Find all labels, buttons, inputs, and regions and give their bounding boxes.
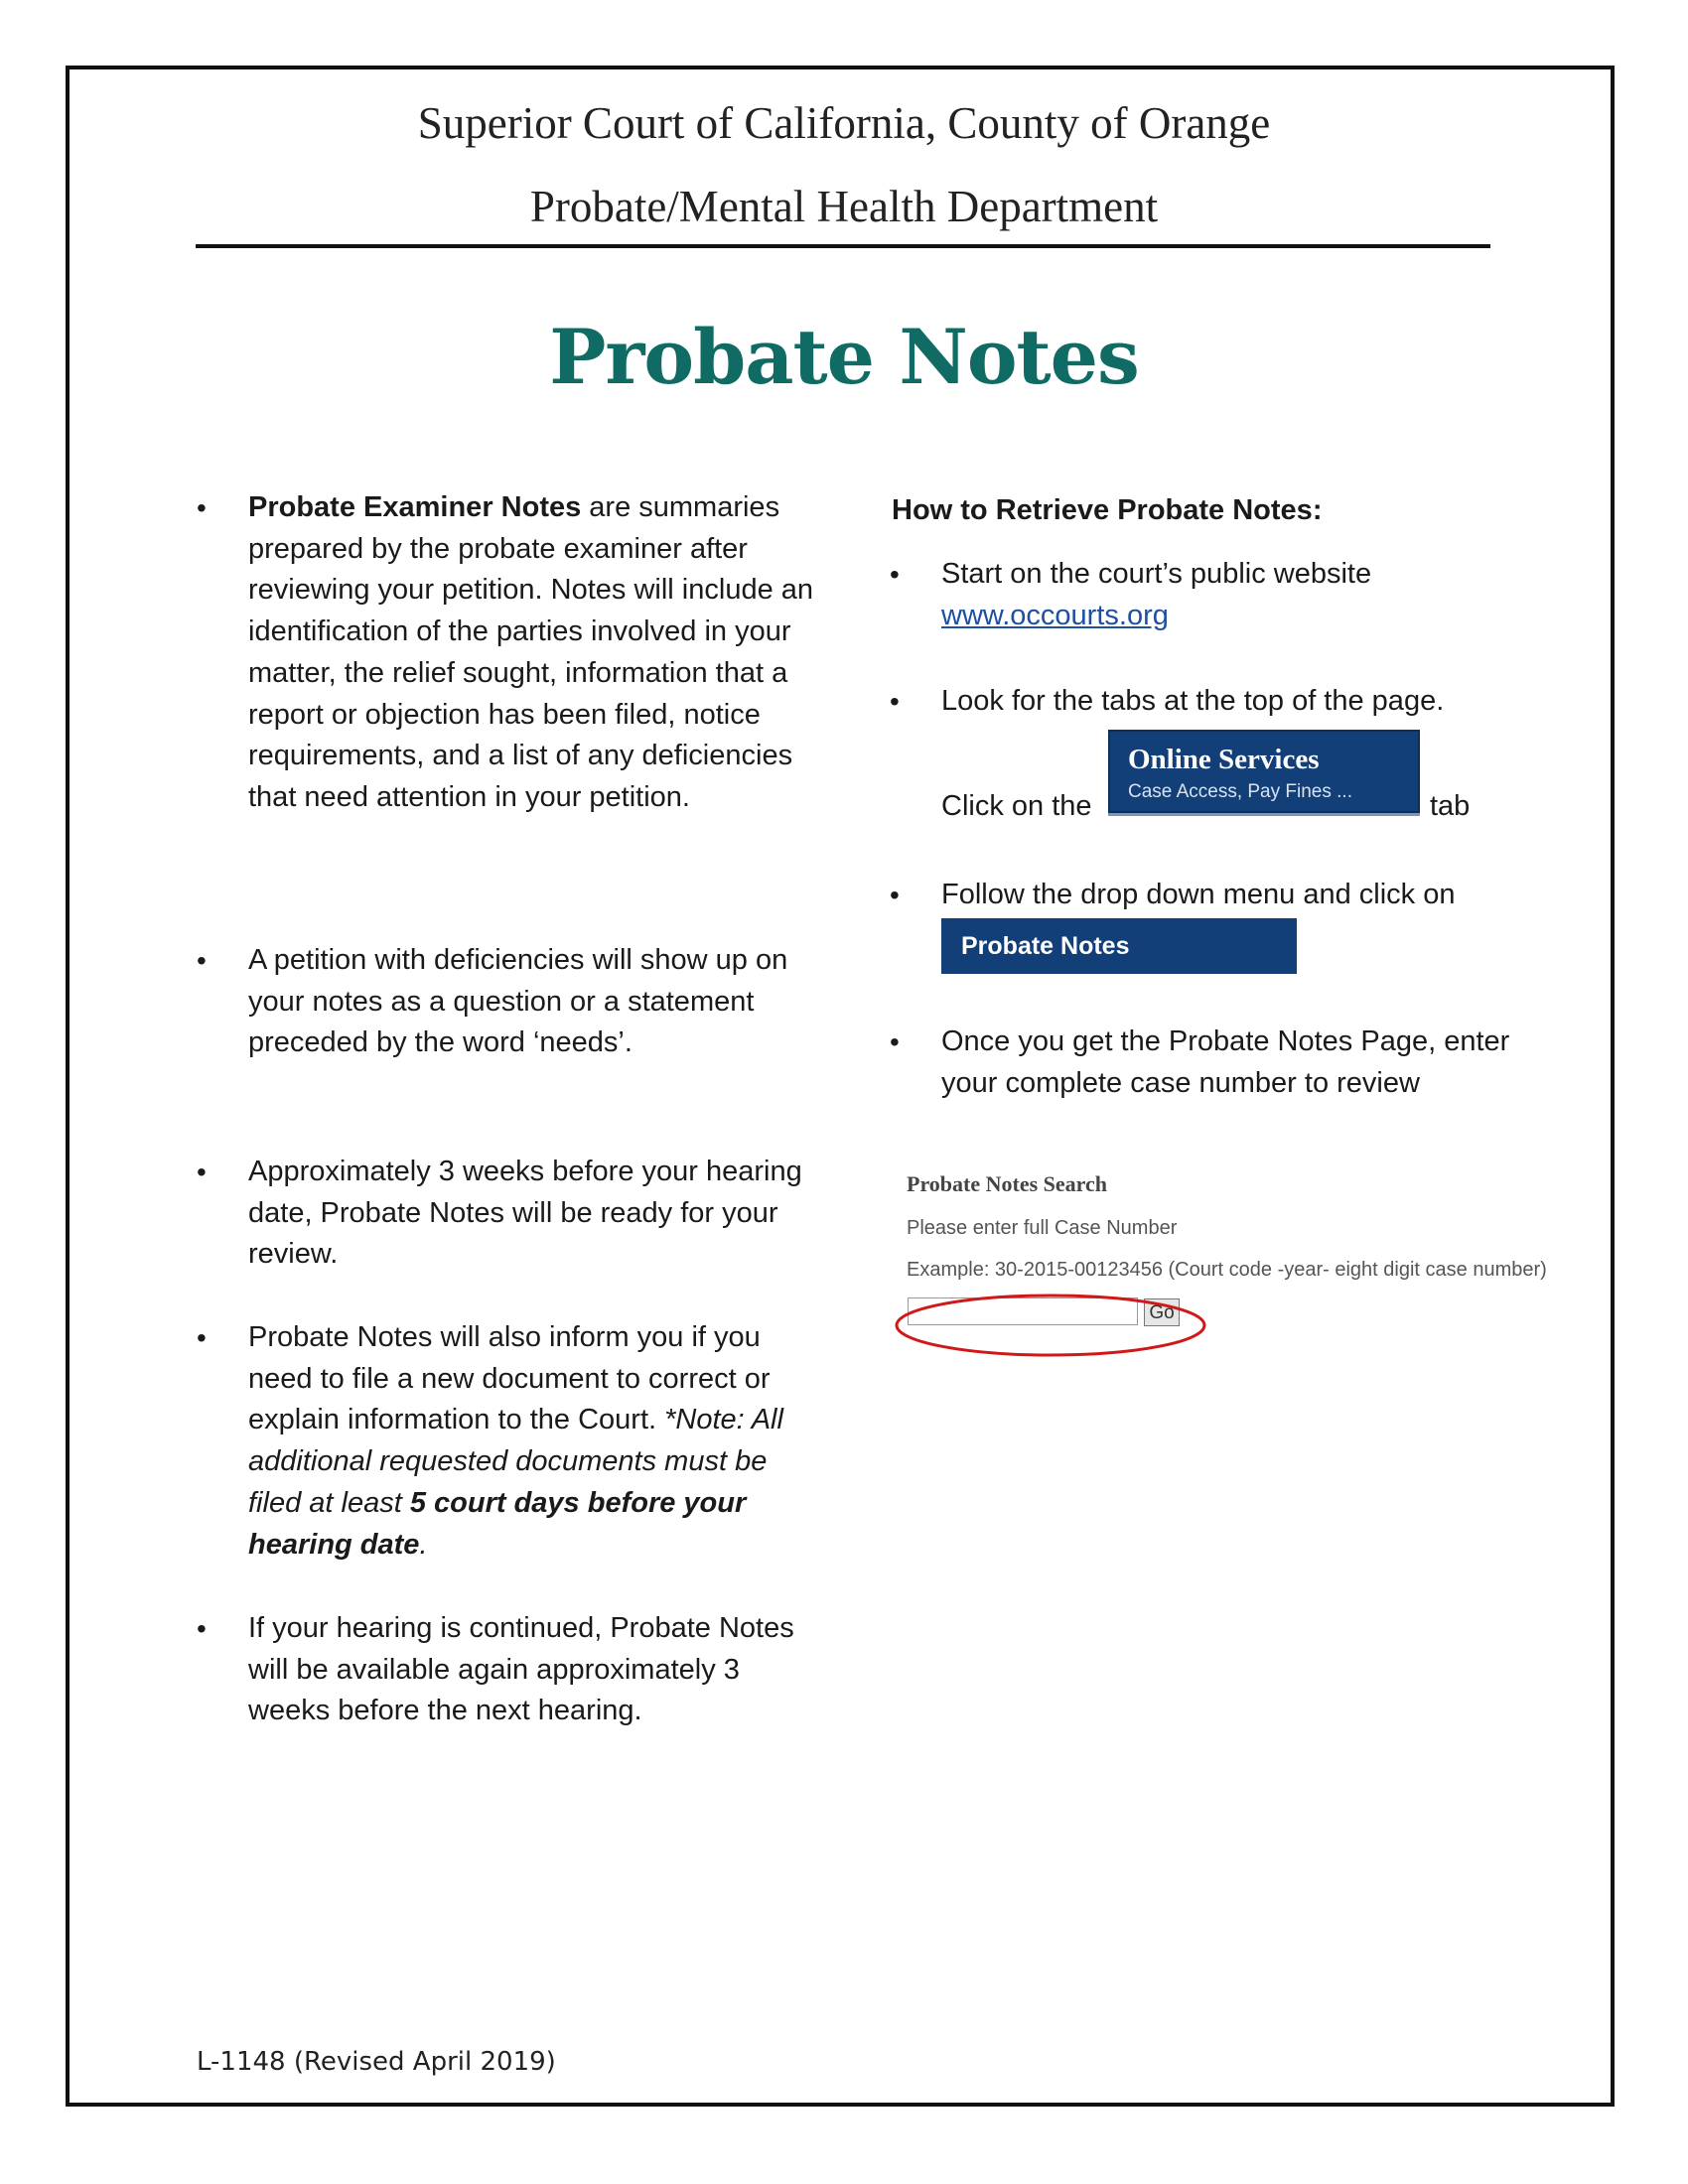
tabs-text: Look for the tabs at the top of the page. <box>941 685 1445 717</box>
website-link[interactable]: www.occourts.org <box>941 599 1169 631</box>
bullet-icon: • <box>890 686 900 717</box>
page-title: Probate Notes <box>549 313 1139 401</box>
online-services-title: Online Services <box>1128 744 1320 775</box>
case-number-input[interactable] <box>908 1297 1138 1325</box>
list-item <box>197 940 814 1064</box>
court-name: Superior Court of California, County of Orange <box>417 98 1271 148</box>
examiner-notes-term: Probate Examiner Notes <box>248 491 582 523</box>
new-document-text: Probate Notes will also inform you if you need to file a new document to correct or explain information to the Court. <box>248 1321 771 1436</box>
list-item <box>890 1022 1517 1104</box>
form-number: L-1148 (Revised April 2019) <box>197 2047 556 2077</box>
case-number-text: Once you get the Probate Notes Page, enter your complete case number to review <box>941 1025 1510 1099</box>
website-text: Start on the court’s public website <box>941 558 1372 590</box>
list-item: • Probate Notes will also inform you if you need to file a new document to correct or explain information to the Court. *Note: All additional requested documents must be filed at least 5 court days before your hearing date. <box>248 1317 814 1566</box>
header-divider <box>196 244 1490 248</box>
bullet-icon: • <box>890 1026 900 1057</box>
deficiencies-text: A petition with deficiencies will show up on your notes as a question or a statement preceded by the word ‘needs’. <box>248 944 788 1059</box>
list-item <box>890 681 1517 723</box>
timing-text: Approximately 3 weeks before your hearing date, Probate Notes will be ready for your review. <box>248 1156 802 1271</box>
search-example: Example: 30-2015-00123456 (Court code -year- eight digit case number) <box>907 1259 1547 1281</box>
bullet-icon: • <box>197 945 207 976</box>
bullet-icon: • <box>197 1157 207 1187</box>
online-services-tab[interactable] <box>1108 730 1420 813</box>
probate-notes-menu-item[interactable] <box>941 918 1297 974</box>
list-item <box>890 554 1517 636</box>
tab-word: tab <box>1430 790 1471 822</box>
probate-notes-menu-label: Probate Notes <box>961 932 1130 960</box>
dropdown-text: Follow the drop down menu and click on <box>941 879 1456 910</box>
note-text: *Note: All additional requested documents must be filed at least <box>248 1404 783 1519</box>
retrieve-heading: How to Retrieve Probate Notes: <box>892 494 1323 526</box>
go-button[interactable]: Go <box>1144 1298 1180 1326</box>
bullet-icon: • <box>197 1322 207 1353</box>
list-item <box>197 1608 814 1732</box>
search-title: Probate Notes Search <box>907 1171 1108 1196</box>
department-name: Probate/Mental Health Department <box>529 182 1159 231</box>
note-deadline: 5 court days before your hearing date <box>248 1486 747 1561</box>
bullet-icon: • <box>197 492 207 523</box>
list-item <box>890 875 1517 916</box>
list-item <box>197 487 814 819</box>
click-on-text: Click on the <box>941 790 1092 822</box>
examiner-notes-text: are summaries prepared by the probate examiner after reviewing your petition. Notes will include an identification of the parties involved in your matter, the relief sought, information that a report or objection has been filed, notice requirements, and a list of any deficiencies that need attention in your petition. <box>248 491 814 813</box>
bullet-icon: • <box>890 559 900 590</box>
bullet-icon: • <box>890 880 900 910</box>
search-prompt: Please enter full Case Number <box>907 1217 1178 1239</box>
continued-hearing-text: If your hearing is continued, Probate Notes will be available again approximately 3 weeks before the next hearing. <box>248 1612 794 1727</box>
online-services-subtitle: Case Access, Pay Fines ... <box>1128 781 1352 802</box>
list-item <box>197 1152 814 1276</box>
bullet-icon: • <box>197 1613 207 1644</box>
